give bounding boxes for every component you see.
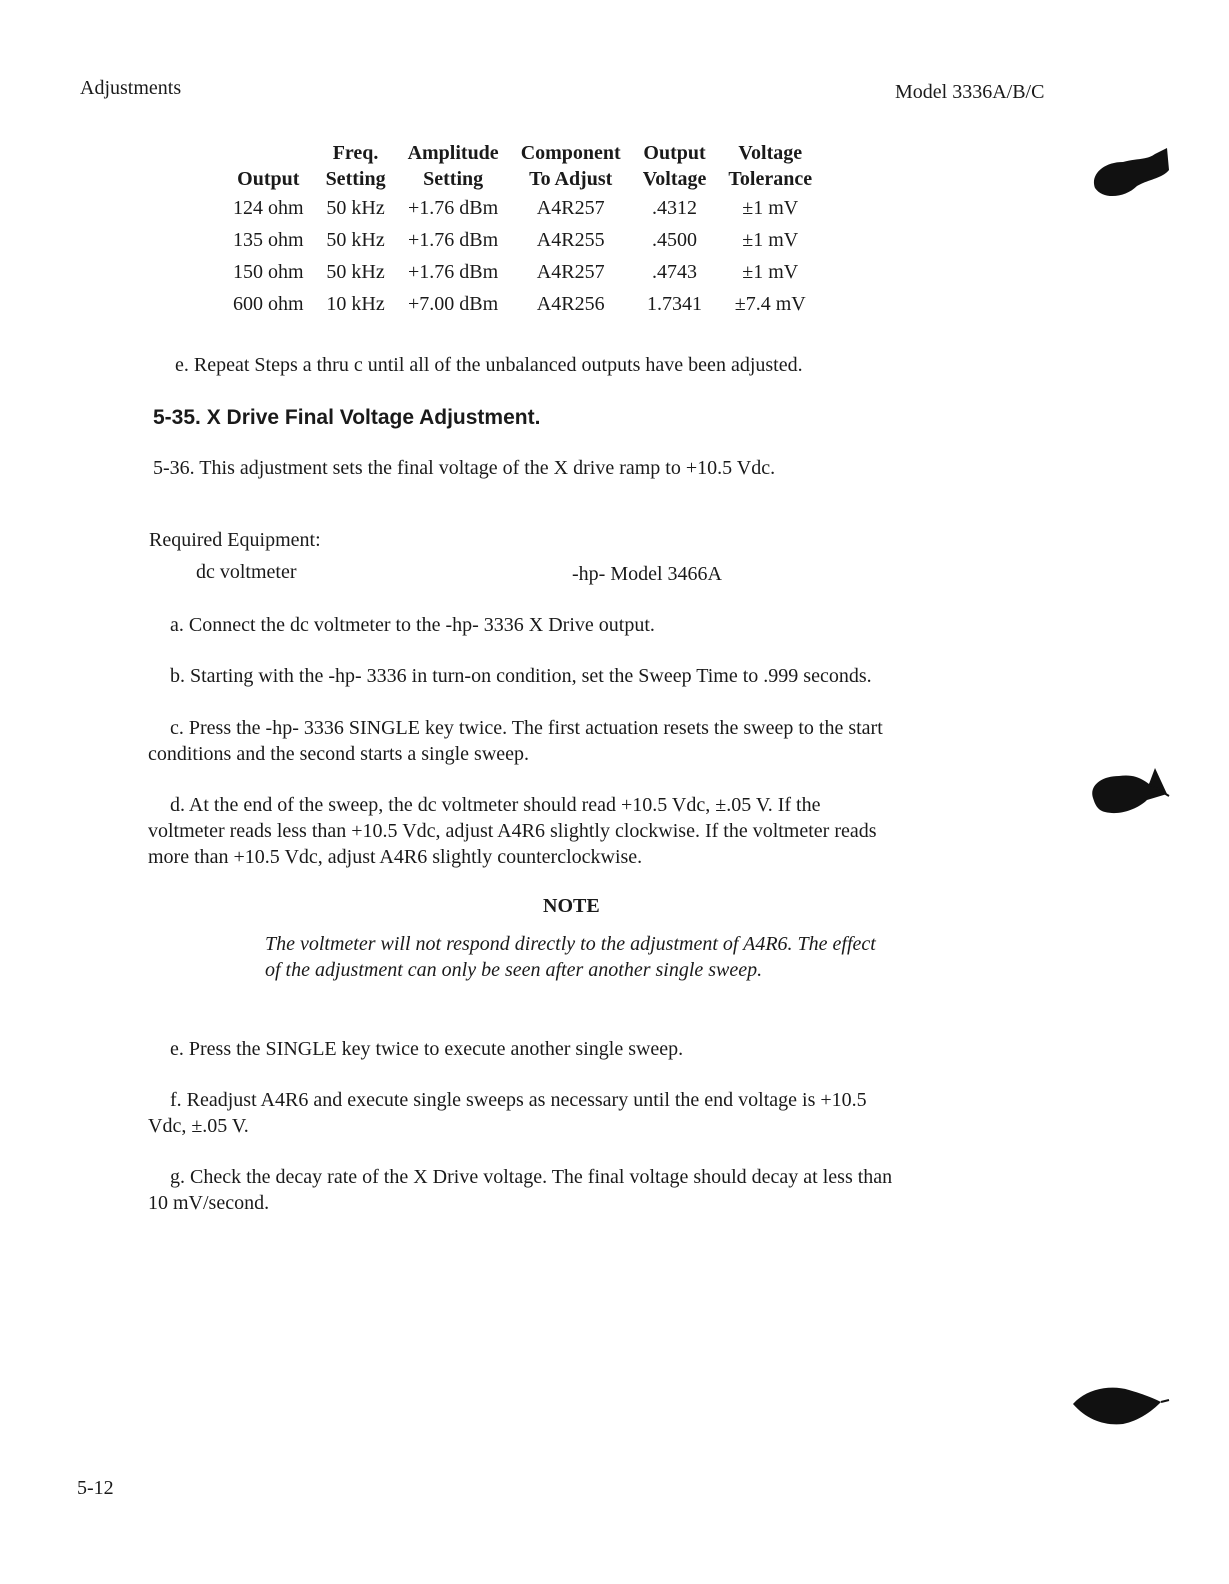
table-row xyxy=(222,224,823,256)
col-header-output-voltage: Output Voltage xyxy=(642,142,707,190)
table-row xyxy=(222,256,823,288)
section-heading: 5-35. X Drive Final Voltage Adjustment. xyxy=(153,406,541,429)
table-cell: ±1 mV xyxy=(742,196,799,219)
col-header-freq: Freq. Setting xyxy=(325,142,386,190)
table-cell: 50 kHz xyxy=(326,228,385,251)
table-cell: .4743 xyxy=(652,260,698,283)
table-cell: 50 kHz xyxy=(326,260,385,283)
required-equipment-label: Required Equipment: xyxy=(149,529,321,551)
table-cell: 135 ohm xyxy=(233,228,304,251)
step-c-line1: c. Press the -hp- 3336 SINGLE key twice. The first actuation resets the sweep to the start xyxy=(170,717,883,739)
table-cell: 1.7341 xyxy=(647,292,703,315)
note-body: The voltmeter will not respond directly to the adjustment of A4R6. The effect of the adjustment can only be seen after another single sweep. xyxy=(265,933,876,981)
table-row xyxy=(222,288,823,320)
intro-paragraph: 5-36. This adjustment sets the final voltage of the X drive ramp to +10.5 Vdc. xyxy=(153,457,776,479)
adjustment-table xyxy=(222,140,823,320)
table-cell: +7.00 dBm xyxy=(408,292,499,315)
table-cell: 10 kHz xyxy=(326,292,385,315)
step-d-line1: d. At the end of the sweep, the dc voltmeter should read +10.5 Vdc, ±.05 V. If the xyxy=(170,794,821,816)
step-c-line2: conditions and the second starts a single sweep. xyxy=(148,743,530,765)
step-g-line2: 10 mV/second. xyxy=(148,1192,270,1214)
table-cell: A4R257 xyxy=(536,196,605,219)
step-f-line1: f. Readjust A4R6 and execute single sweeps as necessary until the end voltage is +10.5 xyxy=(170,1089,867,1111)
note-title: NOTE xyxy=(543,895,600,917)
table-cell: .4500 xyxy=(652,228,698,251)
binder-hole-blot-top xyxy=(1085,140,1175,210)
table-cell: A4R256 xyxy=(536,292,605,315)
col-header-amplitude: Amplitude Setting xyxy=(407,142,499,190)
table-cell: 124 ohm xyxy=(233,196,304,219)
step-e-repeat: e. Repeat Steps a thru c until all of the unbalanced outputs have been adjusted. xyxy=(175,354,803,376)
running-header-section: Adjustments xyxy=(80,77,182,99)
table-cell: 600 ohm xyxy=(233,292,304,315)
step-f-line2: Vdc, ±.05 V. xyxy=(148,1115,249,1137)
table-cell: ±1 mV xyxy=(742,228,799,251)
col-header-component: Component To Adjust xyxy=(520,142,621,190)
table-row xyxy=(222,192,823,224)
table-cell: +1.76 dBm xyxy=(408,260,499,283)
table-cell: .4312 xyxy=(652,196,698,219)
table-cell: ±7.4 mV xyxy=(734,292,806,315)
running-header-model: Model 3336A/B/C xyxy=(895,81,1045,103)
step-d-line2: voltmeter reads less than +10.5 Vdc, adjust A4R6 slightly clockwise. If the voltmeter reads xyxy=(148,820,877,842)
step-d-line3: more than +10.5 Vdc, adjust A4R6 slightly counterclockwise. xyxy=(148,846,643,868)
table-header-row xyxy=(222,140,823,192)
table-cell: 50 kHz xyxy=(326,196,385,219)
table-cell: 150 ohm xyxy=(233,260,304,283)
binder-hole-blot-middle xyxy=(1085,760,1175,820)
table-cell: ±1 mV xyxy=(742,260,799,283)
page-number: 5-12 xyxy=(77,1477,114,1499)
table-cell: +1.76 dBm xyxy=(408,196,499,219)
col-header-tolerance: Voltage Tolerance xyxy=(728,142,813,190)
step-b: b. Starting with the -hp- 3336 in turn-on condition, set the Sweep Time to .999 seconds. xyxy=(170,665,872,687)
step-g-line1: g. Check the decay rate of the X Drive voltage. The final voltage should decay at less than xyxy=(170,1166,893,1188)
col-header-output: Output xyxy=(237,168,300,190)
table-cell: A4R255 xyxy=(536,228,605,251)
table-cell: +1.76 dBm xyxy=(408,228,499,251)
equipment-model: -hp- Model 3466A xyxy=(572,563,722,585)
table-cell: A4R257 xyxy=(536,260,605,283)
binder-hole-blot-bottom xyxy=(1065,1380,1175,1430)
step-a: a. Connect the dc voltmeter to the -hp- 3336 X Drive output. xyxy=(170,614,655,636)
step-e: e. Press the SINGLE key twice to execute another single sweep. xyxy=(170,1038,684,1060)
equipment-name: dc voltmeter xyxy=(196,561,297,583)
